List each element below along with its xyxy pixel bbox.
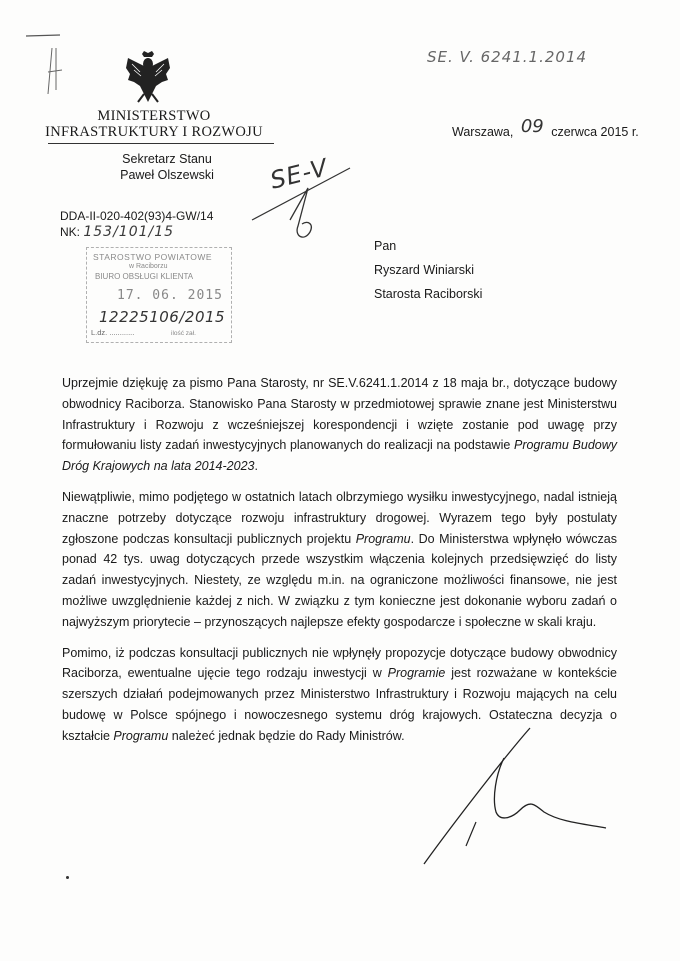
p3-text: Pomimo, iż podczas konsultacji publicznych nie wpłynęły propozycje dotyczące budowy obwodnicy Raciborza, ewentualne ujęcie tego rodzaju inwestycji w xyxy=(62,645,617,681)
p3-text-end: należeć jednak będzie do Rady Ministrów. xyxy=(168,728,405,743)
signature xyxy=(420,718,620,868)
p2-text: Niewątpliwie, mimo podjętego w ostatnich latach olbrzymiego wysiłku inwestycyjnego, nadal istnieją znaczne potrzeby dotyczące rozwoju infrastruktury drogowej. Wyrazem tego były postulaty zgłoszone podczas konsultacji publicznych projektu xyxy=(62,489,617,546)
margin-dot xyxy=(66,876,69,879)
ministry-line2: INFRASTRUKTURY I ROZWOJU xyxy=(45,124,263,140)
ministry-line1: MINISTERSTWO xyxy=(97,108,211,124)
handwritten-se-v: SE-V xyxy=(267,153,332,195)
place-date xyxy=(452,116,639,141)
stamp-handwritten-number: 12225106/2015 xyxy=(99,308,226,326)
p3-programie: Programie xyxy=(387,666,446,681)
stamp-ldz: L.dz. ............ xyxy=(91,328,135,337)
reference-block xyxy=(60,208,213,240)
stamp-city: w Raciborzu xyxy=(129,263,168,270)
handwritten-annotation-strokes xyxy=(250,158,360,248)
corner-handwritten-mark xyxy=(18,30,68,100)
stamp-attachments: ilość zał. xyxy=(171,330,196,337)
addressee-title: Starosta Raciborski xyxy=(374,287,483,301)
p2-text-end: . Do Ministerstwa wpłynęło wówczas ponad 42 tys. uwag dotyczących przede wszystkim włączenia kolejnych przedsięwzięć do listy zadań inwestycyjnych. Niestety, ze względu m.in. na ograniczone możliwości finansowe, nie jest możliwe uwzględnienie każdej z nich. W związku z tym konieczne jest dokonanie wyboru zadań o najwyższym priorytecie – przynoszących najlepsze efekty gospodarcze i społeczne w skali kraju. xyxy=(62,531,617,629)
addressee-salutation: Pan xyxy=(374,239,397,253)
stamp-bureau: BIURO OBSŁUGI KLIENTA xyxy=(95,272,194,281)
nk-label: NK: xyxy=(60,225,81,239)
addressee-name: Ryszard Winiarski xyxy=(374,263,475,277)
eagle-emblem-icon xyxy=(124,50,172,104)
handwritten-day: 09 xyxy=(520,116,544,137)
p3-text-mid: jest rozważane w kontekście szerszych działań podejmowanych przez Ministerstwo Infrastruktury i Rozwoju mających na celu budowę w Polsce spójnego i nowoczesnego systemu dróg krajowych. Ostateczna decyzja o kształcie xyxy=(62,666,617,743)
month-year: czerwca 2015 r. xyxy=(551,125,639,139)
letter-body xyxy=(62,373,617,757)
stamp-office: STAROSTWO POWIATOWE xyxy=(93,252,213,262)
paragraph-2 xyxy=(62,487,617,633)
p1-text: Uprzejmie dziękuję za pismo Pana Starosty, nr SE.V.6241.1.2014 z 18 maja br., dotyczące budowy obwodnicy Raciborza. Stanowisko Pana Starosty w przedmiotowej sprawie znane jest Ministerstwu Infrastruktury i Rozwoju z wcześniejszej korespondencji i wzięte zostanie pod uwagę przy formułowaniu listy zadań inwestycyjnych planowanych do realizacji na podstawie xyxy=(62,376,617,453)
nk-line xyxy=(60,224,213,240)
received-stamp xyxy=(86,247,232,343)
p1-end: . xyxy=(254,459,258,474)
ministry-divider xyxy=(48,143,274,144)
place-city: Warszawa, xyxy=(452,125,514,139)
document-number: DDA-II-020-402(93)4-GW/14 xyxy=(60,209,214,223)
secretary-title: Sekretarz Stanu xyxy=(122,152,212,166)
ministry-name xyxy=(40,108,268,140)
secretary-block xyxy=(108,151,226,183)
secretary-name: Paweł Olszewski xyxy=(120,168,214,182)
nk-handwritten-value: 153/101/15 xyxy=(83,224,175,240)
paragraph-1 xyxy=(62,373,617,477)
p2-program: Programu xyxy=(355,531,411,546)
p3-programu: Programu xyxy=(113,728,169,743)
addressee-block xyxy=(374,234,482,306)
p1-program-title: Programu Budowy Dróg Krajowych na lata 2014-2023 xyxy=(62,438,618,474)
case-number-pencil: SE. V. 6241.1.2014 xyxy=(427,48,588,66)
stamp-date: 17. 06. 2015 xyxy=(117,288,223,303)
